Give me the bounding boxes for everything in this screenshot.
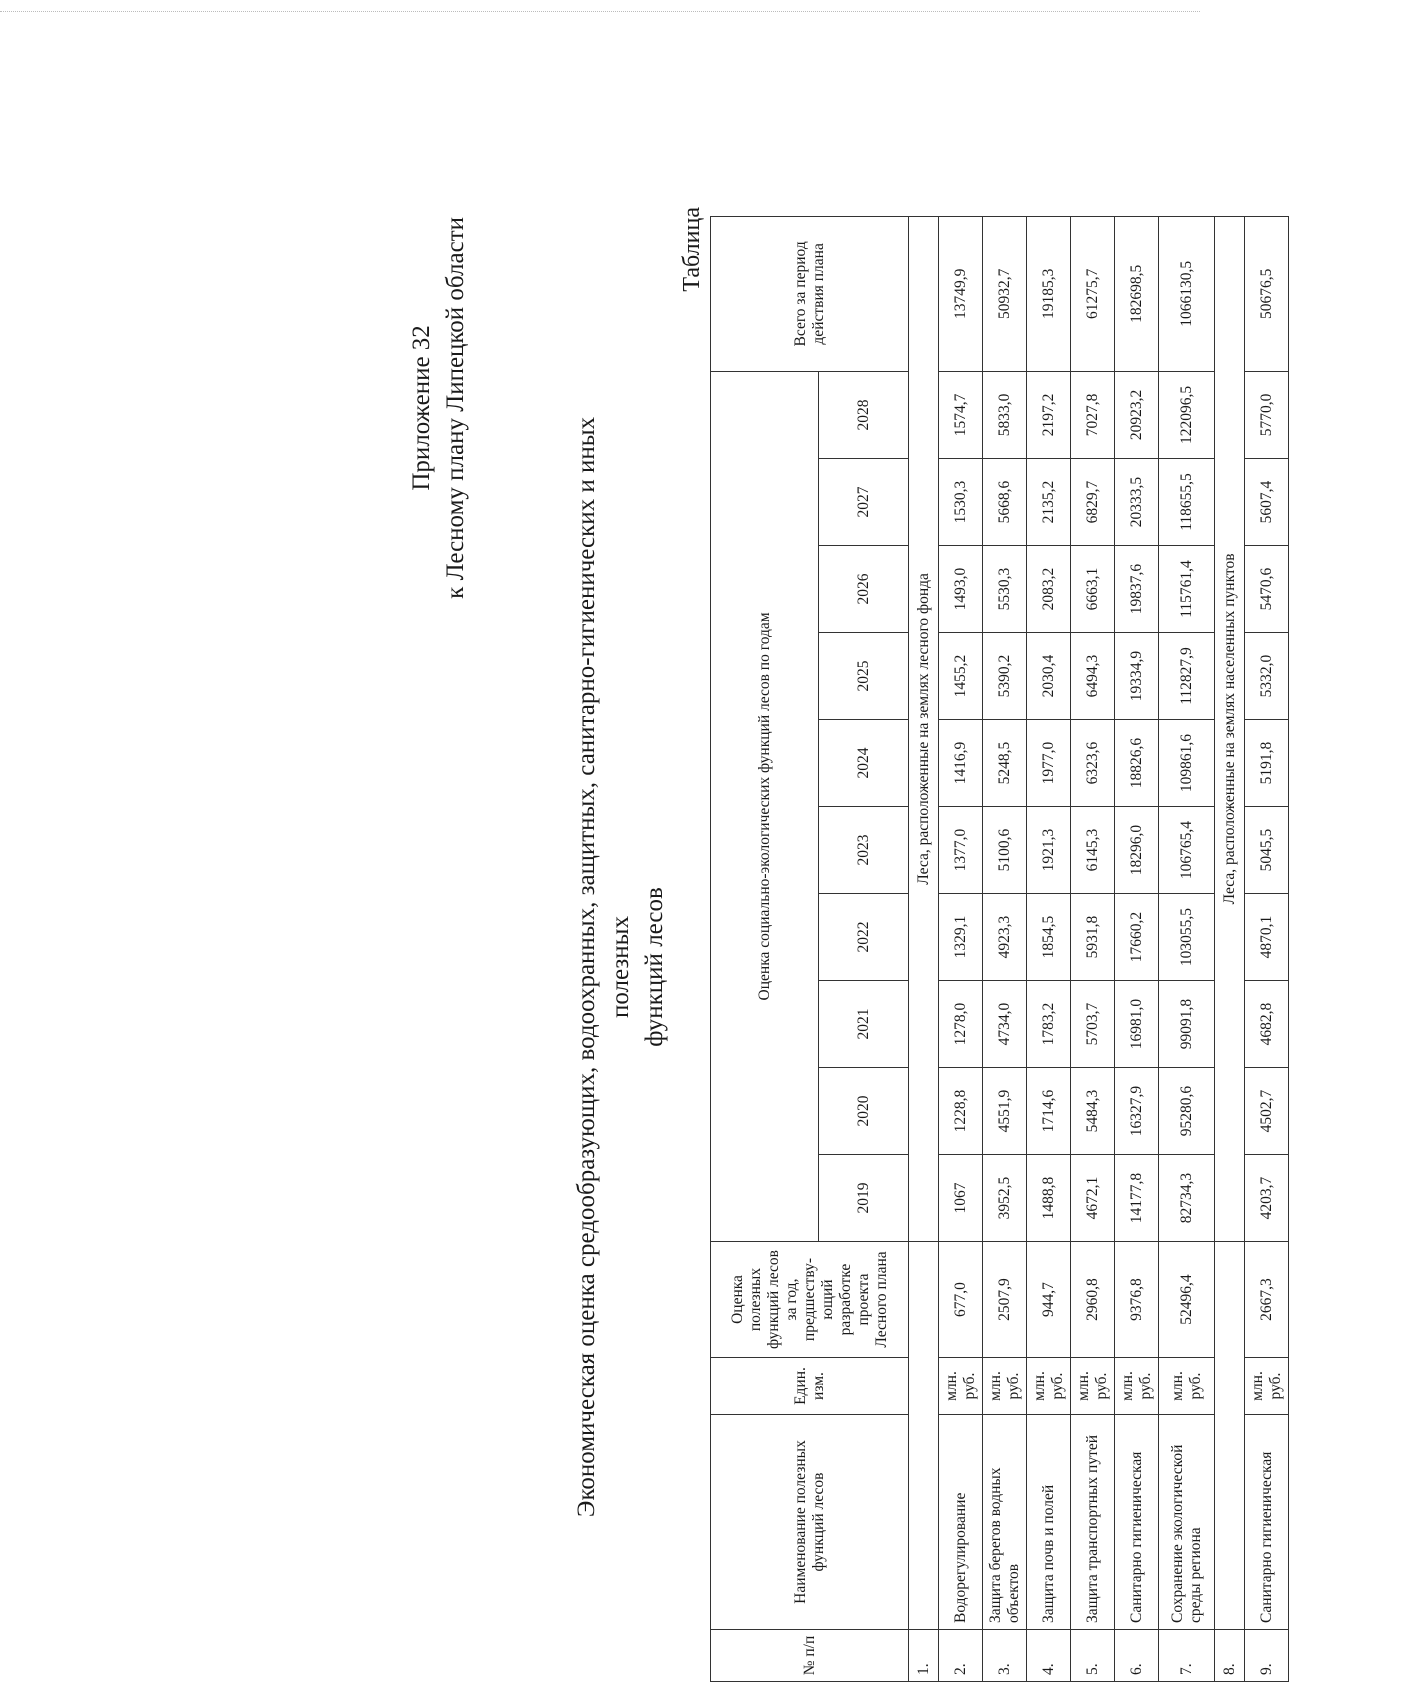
rotated-page — [405, 207, 1420, 1697]
header-year: 2024 — [819, 720, 909, 807]
year-value: 1278,0 — [939, 981, 983, 1068]
header-year: 2020 — [819, 1068, 909, 1155]
year-value: 5770,0 — [1245, 371, 1289, 458]
header-row-1 — [711, 216, 819, 1681]
year-value: 6494,3 — [1071, 633, 1115, 720]
appendix-header — [405, 217, 473, 599]
year-value: 122096,5 — [1159, 371, 1215, 458]
year-value: 4870,1 — [1245, 894, 1289, 981]
year-value: 6829,7 — [1071, 459, 1115, 546]
year-value: 17660,2 — [1115, 894, 1159, 981]
table-row — [1245, 216, 1289, 1681]
year-value: 1783,2 — [1027, 981, 1071, 1068]
year-value: 4203,7 — [1245, 1155, 1289, 1242]
appendix-line-2: к Лесному плану Липецкой области — [442, 217, 469, 599]
year-value: 1377,0 — [939, 807, 983, 894]
year-value: 20333,5 — [1115, 459, 1159, 546]
year-value: 1921,3 — [1027, 807, 1071, 894]
unit-cell: млн. руб. — [983, 1358, 1027, 1415]
header-year: 2025 — [819, 633, 909, 720]
year-value: 106765,4 — [1159, 807, 1215, 894]
function-name: Защита берегов водных объектов — [983, 1415, 1027, 1630]
row-num: 5. — [1071, 1630, 1115, 1682]
year-value: 4923,3 — [983, 894, 1027, 981]
function-name: Санитарно гигиеническая — [1245, 1415, 1289, 1630]
unit-cell: млн. руб. — [1159, 1358, 1215, 1415]
year-value: 1416,9 — [939, 720, 983, 807]
year-value: 6663,1 — [1071, 546, 1115, 633]
year-value: 5045,5 — [1245, 807, 1289, 894]
unit-cell: млн. руб. — [1027, 1358, 1071, 1415]
section-label: Леса, расположенные на землях населенных пунктов — [1215, 216, 1245, 1241]
year-value: 3952,5 — [983, 1155, 1027, 1242]
header-year: 2023 — [819, 807, 909, 894]
row-num: 4. — [1027, 1630, 1071, 1682]
header-years-group: Оценка социально-экологических функций лесов по годам — [711, 371, 819, 1241]
title-line-2: функций лесов — [641, 887, 668, 1047]
appendix-line-1: Приложение 32 — [408, 325, 435, 491]
year-value: 5931,8 — [1071, 894, 1115, 981]
table-row — [1159, 216, 1215, 1681]
year-value: 4734,0 — [983, 981, 1027, 1068]
year-value: 1854,5 — [1027, 894, 1071, 981]
table-row — [939, 216, 983, 1681]
year-value: 2197,2 — [1027, 371, 1071, 458]
header-name: Наименование полезных функций лесов — [711, 1415, 909, 1630]
section-row — [1215, 216, 1245, 1681]
year-value: 5530,3 — [983, 546, 1027, 633]
year-value: 115761,4 — [1159, 546, 1215, 633]
section-spacer — [909, 1242, 939, 1630]
total-value: 50676,5 — [1245, 216, 1289, 371]
year-value: 118655,5 — [1159, 459, 1215, 546]
row-num: 9. — [1245, 1630, 1289, 1682]
title-line-1: Экономическая оценка средообразующих, водоохранных, защитных, санитарно-гигиенических и иных полезных — [573, 416, 634, 1518]
section-label: Леса, расположенные на землях лесного фонда — [909, 216, 939, 1241]
year-value: 5390,2 — [983, 633, 1027, 720]
year-value: 20923,2 — [1115, 371, 1159, 458]
year-value: 5607,4 — [1245, 459, 1289, 546]
year-value: 1455,2 — [939, 633, 983, 720]
table-row — [1071, 216, 1115, 1681]
year-value: 16981,0 — [1115, 981, 1159, 1068]
row-num: 7. — [1159, 1630, 1215, 1682]
year-value: 19334,9 — [1115, 633, 1159, 720]
year-value: 5470,6 — [1245, 546, 1289, 633]
header-year: 2022 — [819, 894, 909, 981]
function-name: Сохранение экологической среды региона — [1159, 1415, 1215, 1630]
year-value: 2083,2 — [1027, 546, 1071, 633]
function-name: Защита почв и полей — [1027, 1415, 1071, 1630]
year-value: 82734,3 — [1159, 1155, 1215, 1242]
previous-year-value: 944,7 — [1027, 1242, 1071, 1358]
year-value: 95280,6 — [1159, 1068, 1215, 1155]
previous-year-value: 9376,8 — [1115, 1242, 1159, 1358]
previous-year-value: 2667,3 — [1245, 1242, 1289, 1358]
section-row — [909, 216, 939, 1681]
year-value: 1530,3 — [939, 459, 983, 546]
row-num: 3. — [983, 1630, 1027, 1682]
header-year: 2019 — [819, 1155, 909, 1242]
total-value: 182698,5 — [1115, 216, 1159, 371]
header-year: 2026 — [819, 546, 909, 633]
function-name: Санитарно гигиеническая — [1115, 1415, 1159, 1630]
header-unit: Един. изм. — [711, 1358, 909, 1415]
header-year: 2027 — [819, 459, 909, 546]
header-total: Всего за период действия плана — [711, 216, 909, 371]
row-num: 2. — [939, 1630, 983, 1682]
table-row — [1027, 216, 1071, 1681]
year-value: 1714,6 — [1027, 1068, 1071, 1155]
year-value: 5191,8 — [1245, 720, 1289, 807]
total-value: 61275,7 — [1071, 216, 1115, 371]
unit-cell: млн. руб. — [1115, 1358, 1159, 1415]
year-value: 4502,7 — [1245, 1068, 1289, 1155]
row-num: 8. — [1215, 1630, 1245, 1682]
year-value: 14177,8 — [1115, 1155, 1159, 1242]
year-value: 7027,8 — [1071, 371, 1115, 458]
year-value: 18826,6 — [1115, 720, 1159, 807]
year-value: 1329,1 — [939, 894, 983, 981]
year-value: 1977,0 — [1027, 720, 1071, 807]
year-value: 109861,6 — [1159, 720, 1215, 807]
function-name: Защита транспортных путей — [1071, 1415, 1115, 1630]
year-value: 1488,8 — [1027, 1155, 1071, 1242]
year-value: 1067 — [939, 1155, 983, 1242]
year-value: 19837,6 — [1115, 546, 1159, 633]
year-value: 6323,6 — [1071, 720, 1115, 807]
year-value: 112827,9 — [1159, 633, 1215, 720]
year-value: 18296,0 — [1115, 807, 1159, 894]
total-value: 50932,7 — [983, 216, 1027, 371]
year-value: 5833,0 — [983, 371, 1027, 458]
total-value: 1066130,5 — [1159, 216, 1215, 371]
year-value: 99091,8 — [1159, 981, 1215, 1068]
table-row — [1115, 216, 1159, 1681]
year-value: 4672,1 — [1071, 1155, 1115, 1242]
year-value: 5100,6 — [983, 807, 1027, 894]
year-value: 103055,5 — [1159, 894, 1215, 981]
year-value: 1574,7 — [939, 371, 983, 458]
year-value: 5332,0 — [1245, 633, 1289, 720]
document-title — [570, 407, 672, 1527]
row-num: 1. — [909, 1630, 939, 1682]
scan-top-edge — [0, 11, 1200, 12]
unit-cell: млн. руб. — [1071, 1358, 1115, 1415]
forest-functions-table — [710, 216, 1289, 1682]
previous-year-value: 2507,9 — [983, 1242, 1027, 1358]
total-value: 19185,3 — [1027, 216, 1071, 371]
previous-year-value: 52496,4 — [1159, 1242, 1215, 1358]
header-num: № п/п — [711, 1630, 909, 1682]
year-value: 5668,6 — [983, 459, 1027, 546]
section-spacer — [1215, 1242, 1245, 1630]
year-value: 6145,3 — [1071, 807, 1115, 894]
year-value: 4682,8 — [1245, 981, 1289, 1068]
year-value: 5248,5 — [983, 720, 1027, 807]
table-row — [983, 216, 1027, 1681]
previous-year-value: 677,0 — [939, 1242, 983, 1358]
header-previous-year: Оценка полезных функций лесов за год, предшеству-ющий разработке проекта Лесного плана — [711, 1242, 909, 1358]
year-value: 1493,0 — [939, 546, 983, 633]
year-value: 16327,9 — [1115, 1068, 1159, 1155]
header-year: 2028 — [819, 371, 909, 458]
year-value: 2135,2 — [1027, 459, 1071, 546]
total-value: 13749,9 — [939, 216, 983, 371]
year-value: 2030,4 — [1027, 633, 1071, 720]
year-value: 5703,7 — [1071, 981, 1115, 1068]
function-name: Водорегулирование — [939, 1415, 983, 1630]
header-year: 2021 — [819, 981, 909, 1068]
unit-cell: млн. руб. — [1245, 1358, 1289, 1415]
unit-cell: млн. руб. — [939, 1358, 983, 1415]
year-value: 4551,9 — [983, 1068, 1027, 1155]
year-value: 1228,8 — [939, 1068, 983, 1155]
previous-year-value: 2960,8 — [1071, 1242, 1115, 1358]
row-num: 6. — [1115, 1630, 1159, 1682]
year-value: 5484,3 — [1071, 1068, 1115, 1155]
table-label: Таблица — [679, 207, 705, 292]
